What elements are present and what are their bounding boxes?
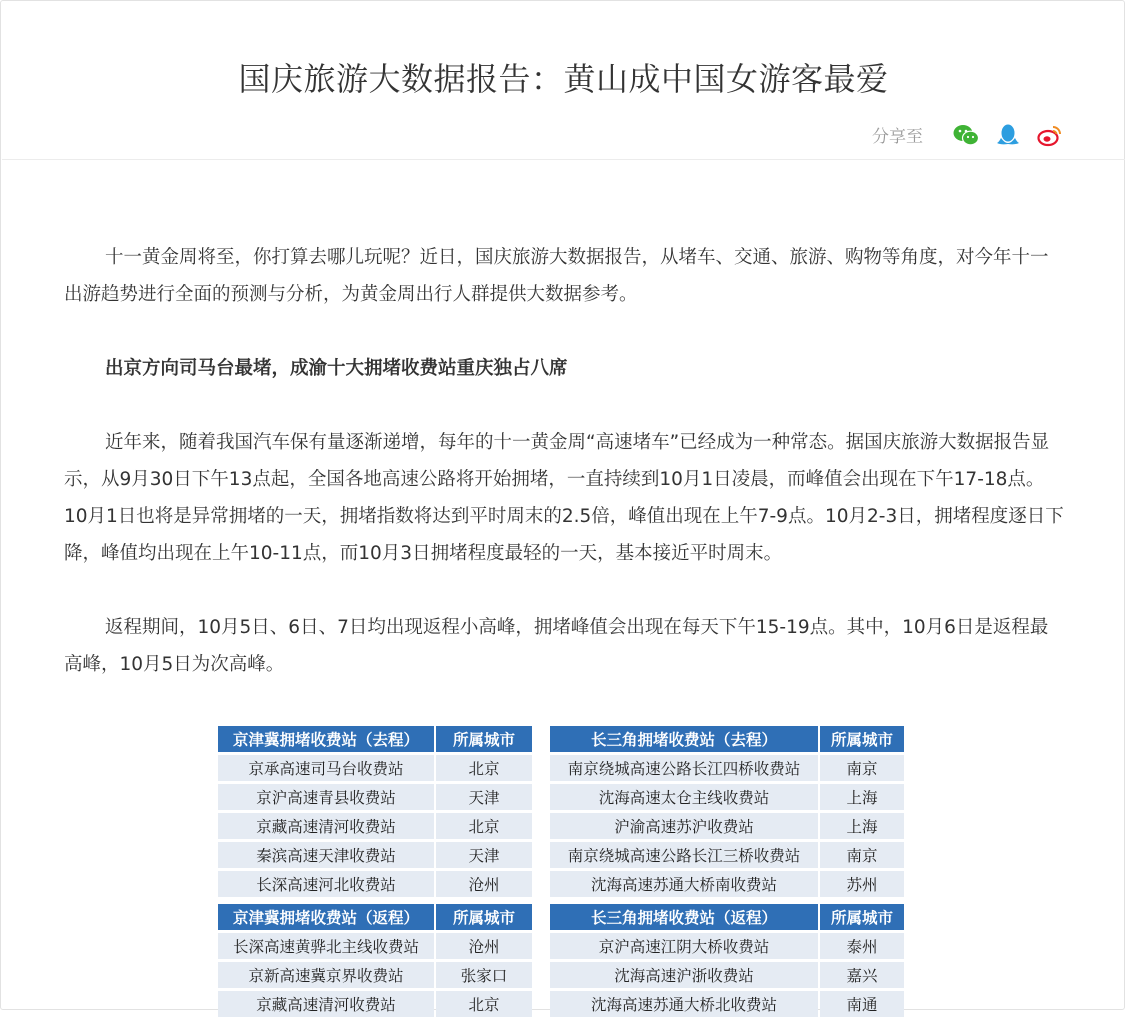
table-header: 所属城市 bbox=[820, 904, 904, 930]
article-body bbox=[64, 239, 1064, 683]
table-cell: 南京绕城高速公路长江四桥收费站 bbox=[550, 755, 818, 781]
intro-paragraph: 十一黄金周将至，你打算去哪儿玩呢？近日，国庆旅游大数据报告，从堵车、交通、旅游、购物等角度，对今年十一出游趋势进行全面的预测与分析，为黄金周出行人群提供大数据参考。 bbox=[64, 247, 1049, 305]
table-row bbox=[550, 813, 904, 839]
body-paragraph: 近年来，随着我国汽车保有量逐渐递增，每年的十一黄金周“高速堵车”已经成为一种常态。据国庆旅游大数据报告显示，从9月30日下午13点起，全国各地高速公路将开始拥堵，一直持续到10月1日凌晨，而峰值会出现在下午17-18点。10月1日也将是异常拥堵的一天，拥堵指数将达到平时周末的2.5倍，峰值出现在上午7-9点。10月2-3日，拥堵程度逐日下降，峰值均出现在上午10-11点，而10月3日拥堵程度最轻的一天，基本接近平时周末。 bbox=[64, 432, 1064, 564]
table-row bbox=[218, 813, 532, 839]
table-header-row bbox=[218, 726, 532, 752]
table-cell: 京沪高速青县收费站 bbox=[218, 784, 434, 810]
table-cell: 北京 bbox=[436, 813, 532, 839]
table-cell: 沈海高速苏通大桥北收费站 bbox=[550, 991, 818, 1017]
table-cell: 沪渝高速苏沪收费站 bbox=[550, 813, 818, 839]
table-row bbox=[218, 991, 532, 1017]
table-row bbox=[218, 755, 532, 781]
table-cell: 京沪高速江阴大桥收费站 bbox=[550, 933, 818, 959]
table-cell: 张家口 bbox=[436, 962, 532, 988]
table-header: 京津冀拥堵收费站（去程） bbox=[218, 726, 434, 752]
table-cell: 长深高速河北收费站 bbox=[218, 871, 434, 897]
table-cell: 沈海高速苏通大桥南收费站 bbox=[550, 871, 818, 897]
table-row bbox=[218, 784, 532, 810]
table-cell: 天津 bbox=[436, 784, 532, 810]
table-row bbox=[218, 933, 532, 959]
table-cell: 北京 bbox=[436, 991, 532, 1017]
table-cell: 京藏高速清河收费站 bbox=[218, 813, 434, 839]
wechat-icon[interactable] bbox=[953, 123, 979, 147]
table-row bbox=[218, 871, 532, 897]
table-cell: 南通 bbox=[820, 991, 904, 1017]
toll-station-tables bbox=[216, 723, 916, 1013]
jjj-outbound-table bbox=[216, 723, 534, 900]
table-cell: 京新高速冀京界收费站 bbox=[218, 962, 434, 988]
table-header: 所属城市 bbox=[436, 904, 532, 930]
body-paragraph: 返程期间，10月5日、6日、7日均出现返程小高峰，拥堵峰值会出现在每天下午15-19点。其中，10月6日是返程最高峰，10月5日为次高峰。 bbox=[64, 617, 1049, 675]
weibo-icon[interactable] bbox=[1037, 123, 1063, 147]
table-cell: 京承高速司马台收费站 bbox=[218, 755, 434, 781]
table-cell: 苏州 bbox=[820, 871, 904, 897]
share-bar bbox=[872, 122, 1063, 147]
table-cell: 沧州 bbox=[436, 871, 532, 897]
table-header-row bbox=[550, 726, 904, 752]
table-cell: 北京 bbox=[436, 755, 532, 781]
table-cell: 沈海高速沪浙收费站 bbox=[550, 962, 818, 988]
table-cell: 沧州 bbox=[436, 933, 532, 959]
table-header: 所属城市 bbox=[436, 726, 532, 752]
csj-return-table bbox=[548, 901, 906, 1020]
table-header: 长三角拥堵收费站（返程） bbox=[550, 904, 818, 930]
table-row bbox=[550, 991, 904, 1017]
table-row bbox=[550, 933, 904, 959]
table-header-row bbox=[218, 904, 532, 930]
table-header: 京津冀拥堵收费站（返程） bbox=[218, 904, 434, 930]
table-cell: 泰州 bbox=[820, 933, 904, 959]
table-cell: 上海 bbox=[820, 813, 904, 839]
table-row bbox=[550, 784, 904, 810]
table-row bbox=[550, 755, 904, 781]
table-cell: 南京 bbox=[820, 842, 904, 868]
share-label: 分享至 bbox=[872, 127, 923, 147]
table-cell: 南京绕城高速公路长江三桥收费站 bbox=[550, 842, 818, 868]
article-title: 国庆旅游大数据报告：黄山成中国女游客最爱 bbox=[238, 60, 889, 98]
table-cell: 长深高速黄骅北主线收费站 bbox=[218, 933, 434, 959]
table-header-row bbox=[550, 904, 904, 930]
table-cell: 上海 bbox=[820, 784, 904, 810]
table-header: 长三角拥堵收费站（去程） bbox=[550, 726, 818, 752]
table-row bbox=[218, 962, 532, 988]
article-header bbox=[2, 2, 1125, 160]
table-header: 所属城市 bbox=[820, 726, 904, 752]
csj-outbound-table bbox=[548, 723, 906, 900]
table-cell: 南京 bbox=[820, 755, 904, 781]
table-row bbox=[550, 871, 904, 897]
table-cell: 嘉兴 bbox=[820, 962, 904, 988]
table-row bbox=[218, 842, 532, 868]
section-heading: 出京方向司马台最堵，成渝十大拥堵收费站重庆独占八席 bbox=[105, 358, 568, 379]
table-cell: 沈海高速太仓主线收费站 bbox=[550, 784, 818, 810]
jjj-return-table bbox=[216, 901, 534, 1020]
table-row bbox=[550, 962, 904, 988]
table-cell: 京藏高速清河收费站 bbox=[218, 991, 434, 1017]
table-cell: 天津 bbox=[436, 842, 532, 868]
qq-icon[interactable] bbox=[995, 123, 1021, 147]
table-cell: 秦滨高速天津收费站 bbox=[218, 842, 434, 868]
table-row bbox=[550, 842, 904, 868]
